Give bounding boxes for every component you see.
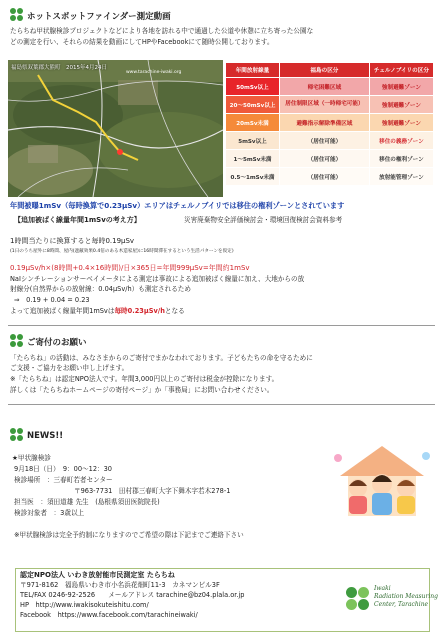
- news-place: 検診場所 ：三春町若者センター: [14, 476, 113, 484]
- table-cell: 20～50mSv以上: [226, 96, 280, 114]
- aerial-map-image: [8, 60, 223, 197]
- table-cell: 20mSv未満: [226, 114, 280, 132]
- table-cell: （居住可能）: [279, 168, 369, 186]
- table-cell: （居住可能）: [279, 132, 369, 150]
- section-divider: [8, 325, 435, 326]
- table-header-cell: 年間放射線量: [226, 63, 280, 78]
- table-cell: （居住可能）: [279, 150, 369, 168]
- table-cell: 帰宅困難区域: [279, 78, 369, 96]
- donation-line3: ※「たらちね」は認定NPO法人です。年間3,000円以上のご寄付は税金が控除になります。: [10, 375, 279, 383]
- donation-line4: 詳しくは「たらちねホームページの寄付ページ」か「事務局」にお問い合わせください。: [10, 386, 274, 394]
- footer-facebook-link[interactable]: Facebook https://www.facebook.com/tarachineiwaki/: [20, 611, 198, 619]
- hotspot-video-thumbnail[interactable]: [8, 60, 223, 197]
- calc-line6-pre: よって追加被ばく線量年間1mSvは: [10, 307, 115, 315]
- table-header-cell: チェルノブイリの区分: [369, 63, 433, 78]
- calc-line4: 射線分(自然界からの放射線：0.04μSv/h）も測定されるため: [10, 285, 191, 293]
- hotspot-description-line2: どの測定を行い、それらの結果を動画にしてHPやFacebookにて随時公開しております。: [10, 38, 274, 46]
- video-watermark-url: www.tarachine-iwaki.org: [126, 70, 182, 75]
- table-row: [226, 114, 434, 132]
- table-row: [226, 150, 434, 168]
- news-target: 検診対象者 ：3歳以上: [14, 509, 85, 517]
- table-row: [226, 132, 434, 150]
- donation-line1: 「たらちね」の活動は、みなさまからのご寄付でまかなわれております。子どもたちの命を守るために: [10, 354, 313, 362]
- table-cell: 居住制限区域（一時帰宅可能）: [279, 96, 369, 114]
- headline-chernobyl-zone: 年間被曝1mSv（毎時換算で0.23μSv）エリアはチェルノブイリでは移住の権利ゾーンとされています: [10, 201, 345, 210]
- clover-icon: [10, 334, 23, 347]
- table-cell: 強制避難ゾーン: [369, 78, 433, 96]
- video-caption: 福島県双葉郡大熊町 2015年4月24日: [11, 65, 107, 71]
- children-illustration: [330, 428, 434, 520]
- footer-homepage-link[interactable]: HP http://www.iwakisokuteishitu.com/: [20, 601, 149, 609]
- calc-line6-post: となる: [164, 307, 185, 315]
- table-cell: 移住の権利ゾーン: [369, 150, 433, 168]
- footer-address: 〒971-8162 福島県いわき市小名浜花畑町11-3 カネマンビル3F: [20, 581, 220, 589]
- section-title-news: NEWS!!: [27, 431, 64, 441]
- tarachine-logo: [346, 577, 438, 623]
- section-title-hotspot: ホットスポットファインダー測定動画: [27, 12, 171, 22]
- section-title-donation: ご寄付のお願い: [27, 338, 87, 348]
- calc-line6-highlight: 毎時0.23μSv/h: [114, 307, 165, 315]
- table-cell: 強制避難ゾーン: [369, 96, 433, 114]
- table-row: [226, 78, 434, 96]
- footer-box: [15, 568, 438, 632]
- footer-org: 認定NPO法人 いわき放射能市民測定室 たらちね: [20, 571, 175, 579]
- news-address: 〒963-7731 田村郡三春町大字下舞木字若木278-1: [74, 487, 231, 495]
- calc-line2: 0.19μSv/h×(8時間+0.4×16時間)/日×365日=年間999μSv=年間約1mSv: [10, 264, 250, 272]
- table-cell: 放射能管理ゾーン: [369, 168, 433, 186]
- logo-clover-icon: [346, 587, 370, 611]
- radiation-zone-table: [225, 62, 434, 186]
- table-cell: 強制避難ゾーン: [369, 114, 433, 132]
- table-cell: 0.5～1mSv未満: [226, 168, 280, 186]
- news-doctor: 担当医 ：須田道雄 先生 (島根県須田医院院長): [14, 498, 160, 506]
- table-cell: 5mSv以上: [226, 132, 280, 150]
- table-row: [226, 96, 434, 114]
- news-date: 9月18日（日） 9：00～12：30: [14, 465, 112, 473]
- donation-line2: ご支援・ご協力をお願い申し上げます。: [10, 364, 129, 372]
- table-cell: 避難指示解除準備区域: [279, 114, 369, 132]
- table-cell: 50mSv以上: [226, 78, 280, 96]
- footer-tel-email[interactable]: TEL/FAX 0246-92-2526 メールアドレス tarachine@bz04.plala.or.jp: [20, 591, 245, 599]
- calc-note: (1日のうち屋外に8時間、屋内(遮蔽効果0.4倍のある木造家屋)に16時間滞在するという生活パターンを仮定): [10, 249, 234, 254]
- table-header-cell: 福島の区分: [279, 63, 369, 78]
- calc-line6: [10, 307, 185, 317]
- table-row: [226, 168, 434, 186]
- hotspot-description-line1: たらちね甲状腺検診プロジェクトなどにより各地を訪れる中で通過した公道や休憩に立ち寄った公園な: [10, 27, 314, 35]
- table-cell: 移住の義務ゾーン: [369, 132, 433, 150]
- table-header-row: [226, 63, 434, 78]
- calc-line5: ⇒ 0.19 + 0.04 = 0.23: [14, 296, 90, 304]
- news-note: ※甲状腺検診は完全予約制になりますのでご希望の際は下記までご連絡下さい: [14, 531, 244, 539]
- calc-line1: 1時間当たりに換算すると毎時0.19μSv: [10, 237, 135, 245]
- formula-title: 【追加被ばく線量年間1mSvの考え方】: [14, 216, 141, 224]
- clover-icon: [10, 8, 23, 21]
- table-cell: 1～5mSv未満: [226, 150, 280, 168]
- logo-text: Iwaki Radiation Measuring Center, Tarachine: [374, 585, 438, 608]
- clover-icon: [10, 428, 23, 441]
- formula-source: 災害廃棄物安全評価検討会・環境回復検討会資料参考: [184, 216, 343, 224]
- news-star-item: ★甲状腺検診: [12, 454, 51, 462]
- section-divider: [8, 404, 435, 405]
- calc-line3: NaIシンチレーションサーベイメータによる測定は事故による追加被ばく線量に加え、大地からの放: [10, 275, 305, 283]
